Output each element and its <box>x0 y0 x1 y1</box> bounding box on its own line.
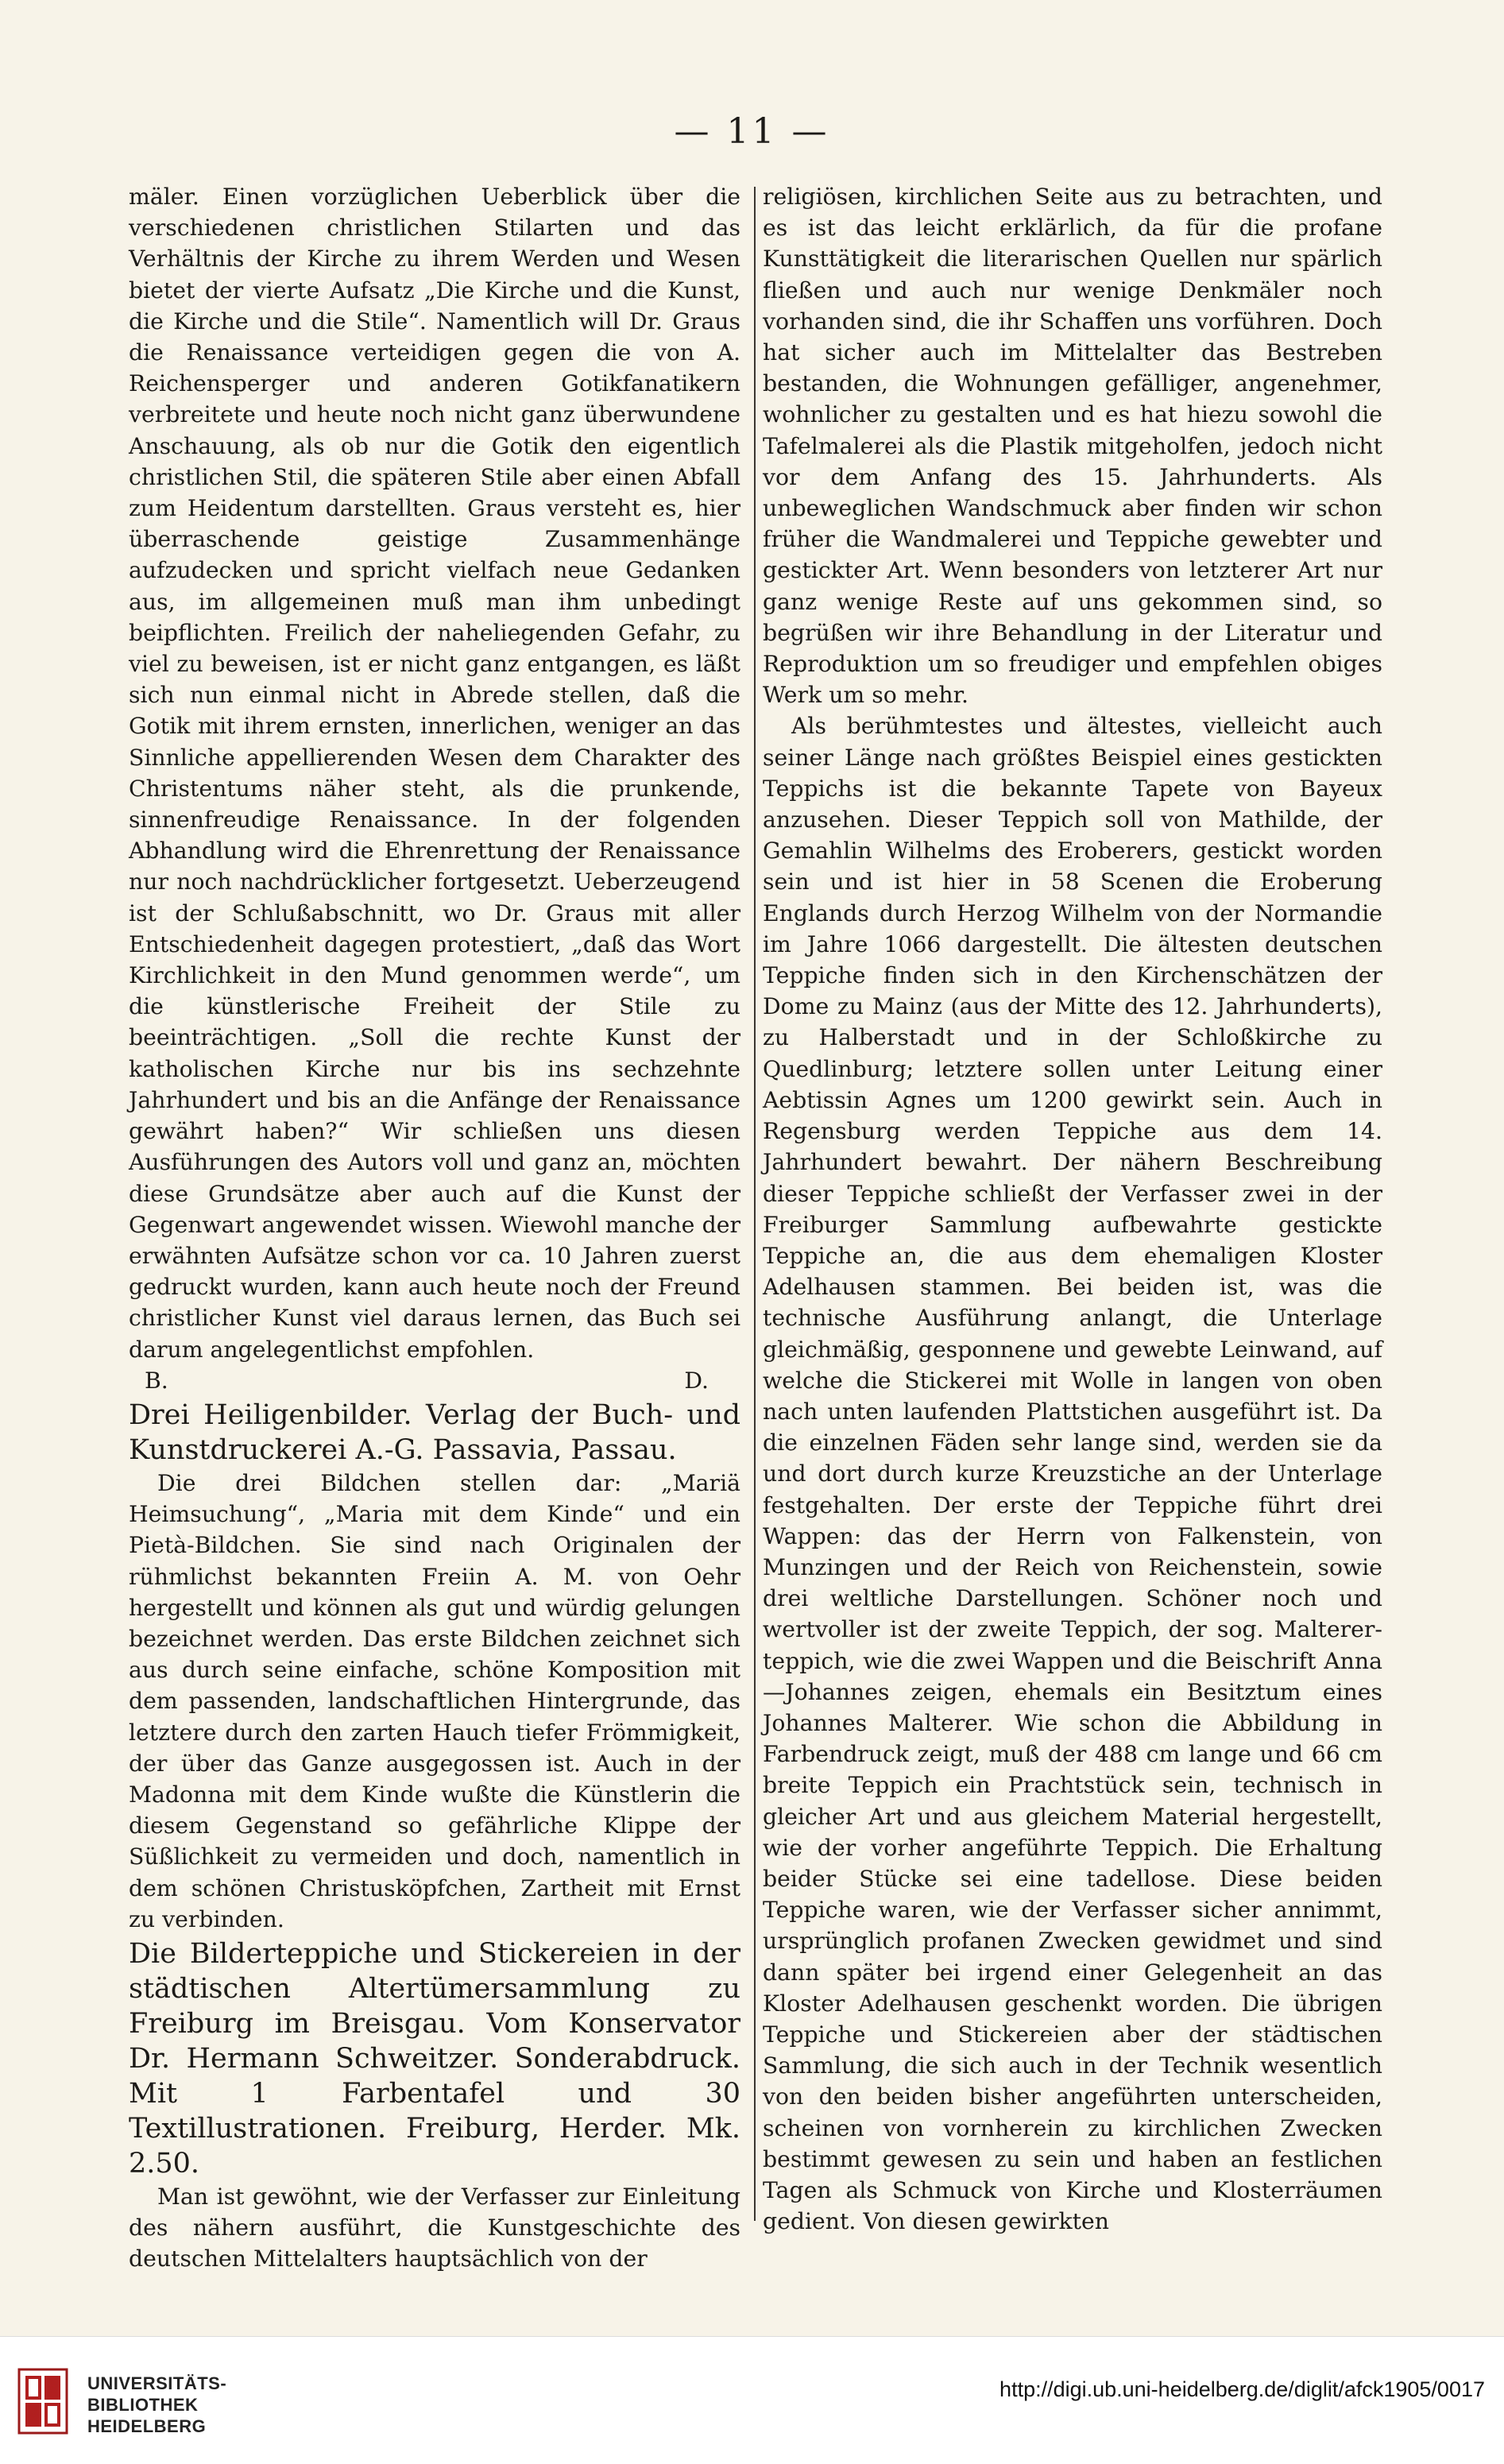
column-divider <box>754 187 756 2221</box>
library-name-line-2: BIBLIOTHEK <box>87 2395 199 2415</box>
university-library-logo-icon <box>17 2368 68 2435</box>
right-column <box>763 181 1382 2237</box>
signature-initial-b: B. <box>145 1367 168 1394</box>
left-column <box>129 181 740 2275</box>
signature-initial-d: D. <box>684 1367 709 1394</box>
review-signature <box>129 1365 740 1396</box>
left-paragraph-3: Man ist gewöhnt, wie der Verfasser zur Einleitung des nähern ausführt, die Kunstgeschichte des deutschen Mittelalters hauptsächlich von der <box>129 2183 740 2273</box>
review-heading-heiligenbilder: Drei Heiligenbilder. Verlag der Buch- und Kunstdruckerei A.-G. Passavia, Passau. <box>129 1398 740 1466</box>
page-number: — 11 — <box>674 111 830 152</box>
review-heading-bilderteppiche: Die Bilderteppiche und Stickereien in der städtischen Altertümersammlung zu Freiburg im Breisgau. Vom Konservator Dr. Hermann Schweitzer. Sonderabdruck. Mit 1 Farbentafel und 30 Textillustrationen. Freiburg, Herder. Mk. 2.50. <box>129 1937 740 2180</box>
right-paragraph-2: Als berühmtestes und ältestes, vielleicht auch seiner Länge nach größtes Beispiel eines gestickten Teppichs ist die bekannte Tapete von Bayeux anzusehen. Dieser Teppich soll von Mathilde, der Gemahlin Wilhelms des Eroberers, gestickt worden sein und ist hier in 58 Scenen die Eroberung Englands durch Herzog Wilhelm von der Normandie im Jahre 1066 dargestellt. Die ältesten deutschen Teppiche finden sich in den Kirchenschätzen der Dome zu Mainz (aus der Mitte des 12. Jahrhunderts), zu Halberstadt und in der Schloßkirche zu Quedlinburg; letztere sollen unter Leitung einer Aebtissin Agnes um 1200 gewirkt sein. Auch in Regensburg werden Teppiche aus dem 14. Jahrhundert bewahrt. Der nähern Beschreibung dieser Teppiche schließt der Verfasser zwei in der Freiburger Sammlung aufbewahrte gestickte Teppiche an, die aus dem ehemaligen Kloster Adelhausen stammen. Bei beiden ist, was die technische Ausführung anlangt, die Unterlage gleichmäßig, gesponnene und gewebte Leinwand, auf welche die Stickerei mit Wolle in langen von oben nach unten laufenden Plattstichen ausgeführt ist. Da die einzelnen Fäden sehr lange sind, werden sie da und dort durch kurze Kreuzstiche an der Unterlage festgehalten. Der erste der Teppiche führt drei Wappen: das der Herrn von Falkenstein, von Munzingen und der Reich von Reichenstein, sowie drei weltliche Darstellungen. Schöner noch und wertvoller ist der zweite Teppich, der sog. Malterer-teppich, wie die zwei Wappen und die Beischrift Anna—Johannes zeigen, ehemals ein Besitztum eines Johannes Malterer. Wie schon die Abbildung in Farbendruck zeigt, muß der 488 cm lange und 66 cm breite Teppich ein Prachtstück sein, technisch in gleicher Art und aus gleichem Material hergestellt, wie der vorher angeführte Teppich. Die Erhaltung beider Stücke sei eine tadellose. Diese beiden Teppiche waren, wie der Verfasser sicher annimmt, ursprünglich profanen Zwecken gewidmet und sind dann später bei irgend einer Gelegenheit an das Kloster Adelhausen geschenkt worden. Die übrigen Teppiche und Stickereien aber der städtischen Sammlung, die sich auch in der Technik wesentlich von den beiden bisher angeführten unterscheiden, scheinen von vornherein zu kirchlichen Zwecken bestimmt gewesen zu sein und haben an festlichen Tagen als Schmuck von Kirche und Klosterräumen gedient. Von diesen gewirkten <box>763 713 1382 2235</box>
digital-library-url-link[interactable]: http://digi.ub.uni-heidelberg.de/diglit/afck1905/0017 <box>999 2377 1485 2401</box>
right-paragraph-1: religiösen, kirchlichen Seite aus zu betrachten, und es ist das leicht erklärlich, da für die profane Kunsttätigkeit die literarischen Quellen nur spärlich fließen und auch nur wenige Denkmäler noch vorhanden sind, die ihr Schaffen uns vorführen. Doch hat sicher auch im Mittelalter das Bestreben bestanden, die Wohnungen gefälliger, angenehmer, wohnlicher zu gestalten und es hat hiezu sowohl die Tafelmalerei als die Plastik mitgeholfen, jedoch nicht vor dem Anfang des 15. Jahrhunderts. Als unbeweglichen Wandschmuck aber finden wir schon früher die Wandmalerei und Teppiche gewebter und gestickter Art. Wenn besonders von letzterer Art nur ganz wenige Reste auf uns gekommen sind, so begrüßen wir ihre Behandlung in der Literatur und Reproduktion um so freudiger und empfehlen obiges Werk um so mehr. <box>763 184 1382 709</box>
left-paragraph-1: mäler. Einen vorzüglichen Ueberblick über die verschiedenen christlichen Stilarten und das Verhältnis der Kirche zu ihrem Werden und Wesen bietet der vierte Aufsatz „Die Kirche und die Kunst, die Kirche und die Stile“. Namentlich will Dr. Graus die Renaissance verteidigen gegen die von A. Reichensperger und anderen Gotikfanatikern verbreitete und heute noch nicht ganz überwundene Anschauung, als ob nur die Gotik den eigentlich christlichen Stil, die späteren Stile aber einen Abfall zum Heidentum darstellten. Graus versteht es, hier überraschende geistige Zusammenhänge aufzudecken und spricht vielfach neue Gedanken aus, im allgemeinen muß man ihm unbedingt beipflichten. Freilich der naheliegenden Gefahr, zu viel zu beweisen, ist er nicht ganz entgangen, es läßt sich nun einmal nicht in Abrede stellen, daß die Gotik mit ihrem ernsten, innerlichen, weniger an das Sinnliche appellierenden Wesen dem Charakter des Christentums näher steht, als die prunkende, sinnenfreudige Renaissance. In der folgenden Abhandlung wird die Ehrenrettung der Renaissance nur noch nachdrücklicher fortgesetzt. Ueberzeugend ist der Schlußabschnitt, wo Dr. Graus mit aller Entschiedenheit dagegen protestiert, „daß das Wort Kirchlichkeit in den Mund genommen werde“, um die künstlerische Freiheit der Stile zu beeinträchtigen. „Soll die rechte Kunst der katholischen Kirche nur bis ins sechzehnte Jahrhundert und bis an die Anfänge der Renaissance gewährt haben?“ Wir schließen uns diesen Ausführungen des Autors voll und ganz an, möchten diese Grundsätze aber auch auf die Kunst der Gegenwart angewendet wissen. Wiewohl manche der erwähnten Aufsätze schon vor ca. 10 Jahren zuerst gedruckt wurden, kann auch heute noch der Freund christlicher Kunst viel daraus lernen, das Buch sei darum angelegentlichst empfohlen. <box>129 184 740 1363</box>
library-name-line-3: HEIDELBERG <box>87 2416 207 2436</box>
left-paragraph-2: Die drei Bildchen stellen dar: „Mariä Heimsuchung“, „Maria mit dem Kinde“ und ein Pietà-Bildchen. Sie sind nach Originalen der rühmlichst bekannten Freiin A. M. von Oehr hergestellt und können als gut und würdig gelungen bezeichnet werden. Das erste Bildchen zeichnet sich aus durch seine einfache, schöne Komposition mit dem passenden, landschaftlichen Hintergrunde, das letztere durch den zarten Hauch tiefer Frömmigkeit, der über das Ganze ausgegossen ist. Auch in der Madonna mit dem Kinde wußte die Künstlerin die diesem Gegenstand so gefährliche Klippe der Süßlichkeit zu vermeiden und doch, namentlich in dem schönen Christusköpfchen, Zartheit mit Ernst zu verbinden. <box>129 1469 740 1932</box>
library-name-line-1: UNIVERSITÄTS- <box>87 2373 227 2393</box>
library-name <box>87 2373 226 2437</box>
